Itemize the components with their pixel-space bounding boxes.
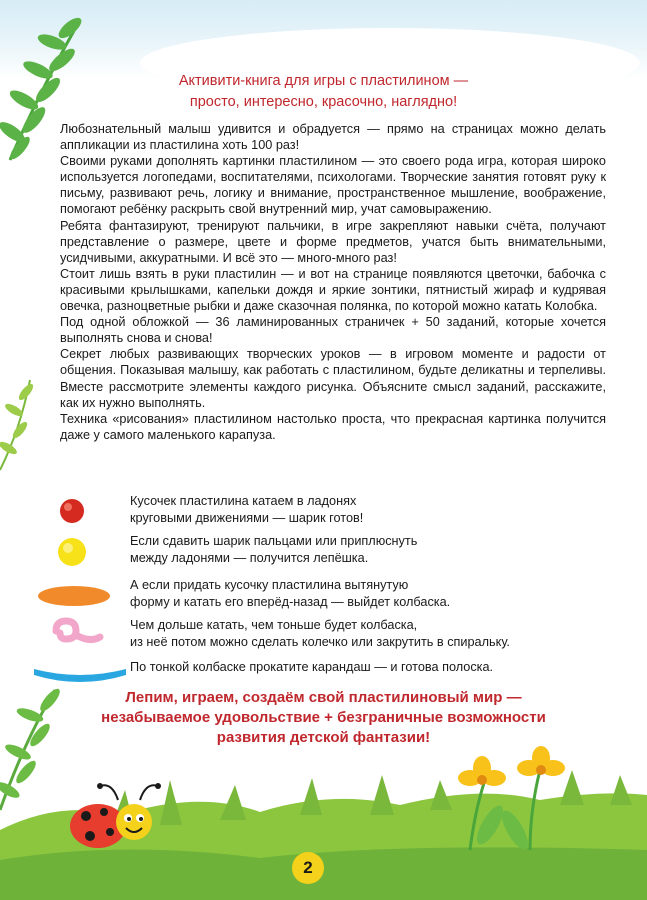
step-text: А если придать кусочку пластилина вытянутую форму и катать его вперёд-назад — выйдет колбаска.: [130, 578, 451, 609]
page-title-line-2: просто, интересно, красочно, наглядно!: [189, 94, 458, 110]
paragraph: Своими руками дополнять картинки пластилином — это своего рода игра, которая широко используется логопедами, воспитателями, психологами. Творческие занятия готовят руку к письму, развивают речь, логику и внимание, пространственное мышление, воображение, помогают ребёнку раскрыть свой внутренний мир, учат самовыражению.: [60, 154, 606, 217]
step-text: По тонкой колбаске прокатите карандаш — и готова полоска.: [130, 660, 494, 674]
page-number-badge: 2: [292, 852, 324, 884]
closing-line-3: развития детской фантазии!: [216, 729, 431, 746]
orange-sausage-icon: [36, 583, 112, 609]
step-text: Если сдавить шарик пальцами или приплюснуть между ладонями — получится лепёшка.: [130, 534, 418, 565]
paragraph: Стоит лишь взять в руки пластилин — и вот на странице появляются цветочки, бабочка с красивыми крылышками, капельки дождя и яркие зонтики, пятнистый жираф и кудрявая овечка, разноцветные рыбки и даже сказочная полянка, по которой можно катать Колобка.: [60, 266, 606, 314]
paragraph: Любознательный малыш удивится и обрадуется — прямо на страницах можно делать аппликации из пластилина хоть 100 раз!: [60, 122, 606, 153]
paragraph: Под одной обложкой — 36 ламинированных страничек + 50 заданий, которые хочется выполнять снова и снова!: [60, 315, 606, 346]
closing-line-1: Лепим, играем, создаём свой пластилиновый мир —: [125, 689, 522, 706]
left-sprig-icon: [0, 380, 35, 470]
step-text: Кусочек пластилина катаем в ладонях круговыми движениями — шарик готов!: [130, 494, 364, 525]
paragraph: Техника «рисования» пластилином настолько проста, что прекрасная картинка получится даже у самого маленького карапуза.: [60, 411, 606, 442]
red-ball-icon: [52, 497, 92, 527]
paragraph: Секрет любых развивающих творческих уроков — в игровом моменте и радости от общения. Показывая малышу, как работать с пластилином, будьте деликатны и терпеливы. Вместе рассмотрите элементы каждого рисунка. Объясните смысл заданий, расскажите, как их нужно выполнять.: [60, 347, 606, 410]
yellow-disc-icon: [52, 535, 92, 569]
closing-line-2: незабываемое удовольствие + безграничные возможности: [101, 709, 546, 726]
body-text: [60, 121, 606, 443]
step-text: Чем дольше катать, чем тоньше будет колбаска, из неё потом можно сделать колечко или закрутить в спиральку.: [130, 618, 510, 649]
blue-strip-icon: [30, 661, 130, 687]
page-title-line-1: Активити-книга для игры с пластилином —: [178, 73, 469, 89]
pink-spiral-icon: [44, 617, 104, 651]
paragraph: Ребята фантазируют, тренируют пальчики, в игре закрепляют навыки счёта, получают представление о размере, цвете и форме предметов, учатся быть внимательными, усидчивыми, аккуратными. И всё это — много-много раз!: [60, 218, 606, 265]
